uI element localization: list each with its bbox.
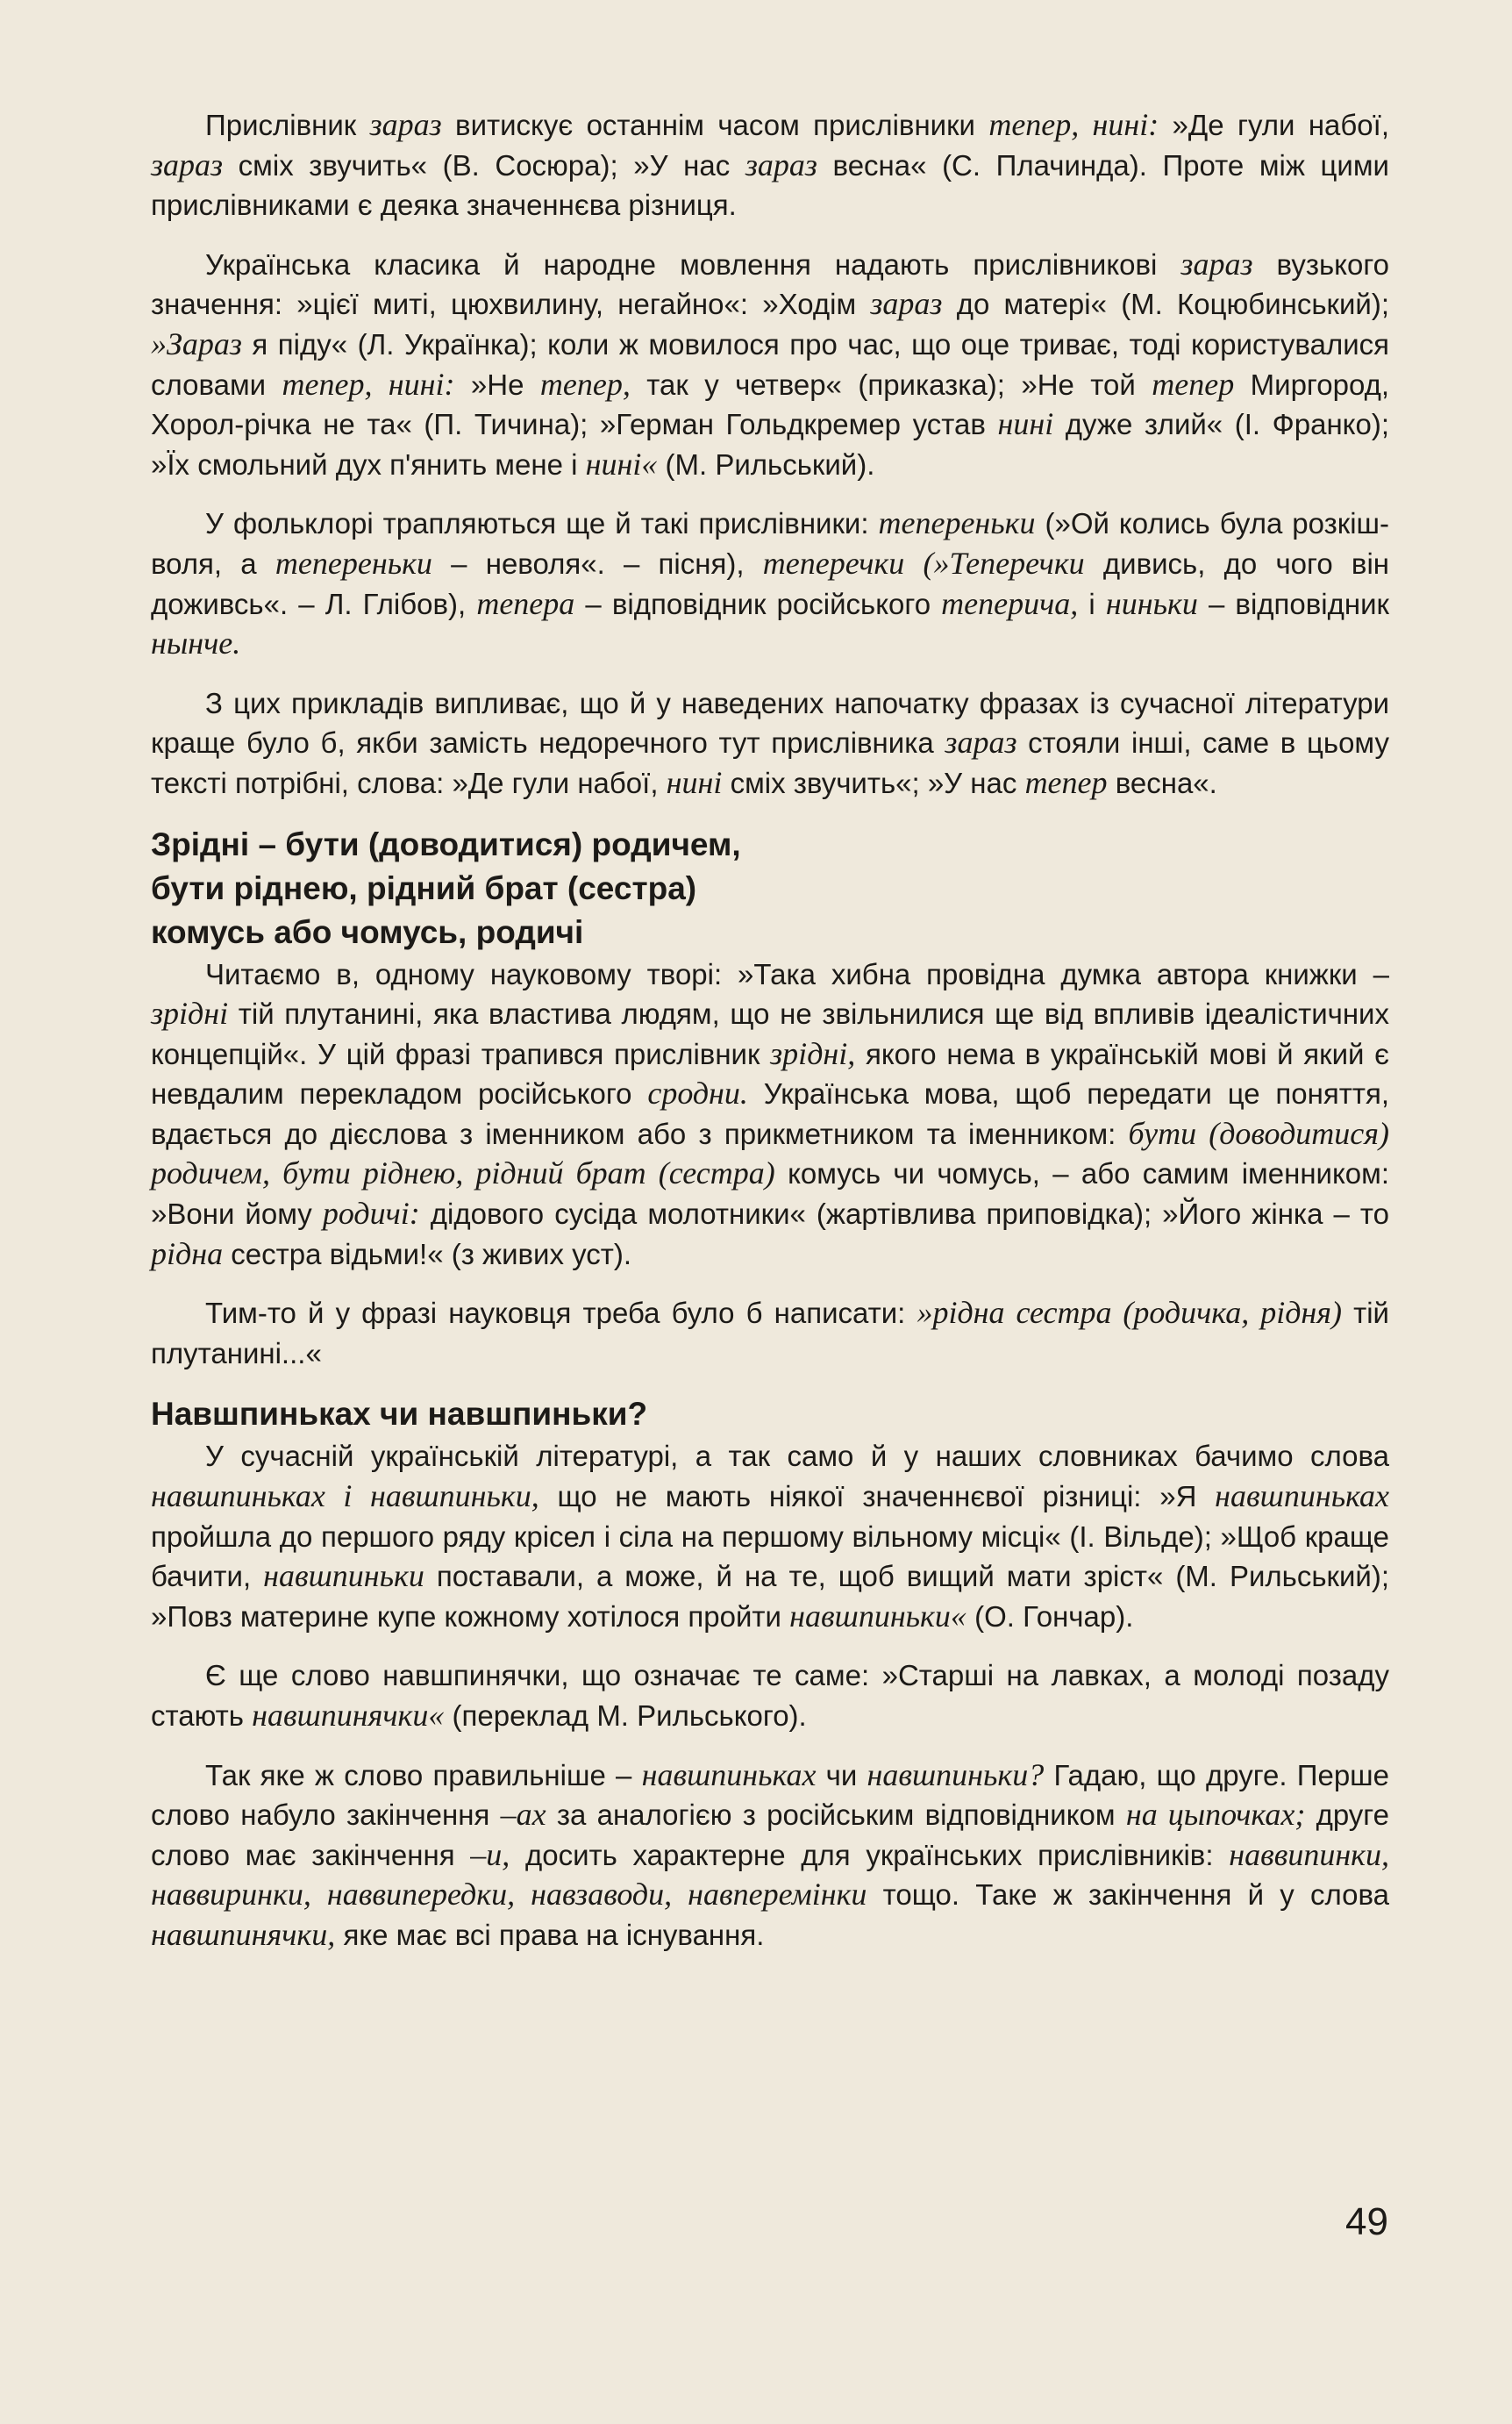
section-title-line: бути ріднею, рідний брат (сестра)	[151, 869, 697, 906]
text-run: витискує останнім часом прислівники	[441, 109, 989, 141]
text-run: що не мають ніякої значеннєвої різниці: »Я	[538, 1480, 1216, 1513]
italic-term: бути (доводитися) родичем, бути ріднею, рідний брат (сестра)	[151, 1115, 1389, 1191]
section2.paragraphs-paragraph	[151, 1436, 1389, 1636]
text-run: тощо. Таке ж закінчення й у слова	[867, 1878, 1390, 1912]
italic-term: на цыпочках;	[1125, 1797, 1306, 1833]
text-run: тій плутанині...«	[151, 1297, 1389, 1369]
section-title-zridni	[151, 823, 1389, 955]
italic-term: тепер	[1024, 764, 1108, 800]
text-run: і	[1078, 587, 1106, 620]
text-run: я піду« (Л. Українка); коли ж мовилося про час, що оце триває, тоді користувалися словами	[151, 327, 1389, 401]
section-body-zridni	[151, 955, 1389, 1374]
text-run: стояли інші, саме в цьому тексті потрібні, слова: »Де гули набої,	[151, 726, 1389, 799]
section-title-navshpynkakh: Навшпиньках чи навшпиньки?	[151, 1396, 648, 1433]
text-run: У сучасній українській літературі, а так само й у наших словниках бачимо слова	[205, 1440, 1389, 1473]
text-run: друге слово має закінчення	[151, 1798, 1389, 1871]
text-run: яке має всі права на існування.	[335, 1918, 765, 1951]
italic-term: теперечки	[762, 545, 905, 581]
text-run: Є ще слово навшпинячки, що означає те саме: »Старші на лавках, а молоді позаду стають	[151, 1659, 1389, 1732]
italic-term: наввипинки, наввиринки, наввипередки, навзаводи, навперемінки	[151, 1836, 1390, 1913]
text-run: за аналогією з російським відповідником	[546, 1798, 1126, 1832]
text-run: – відповідник	[1197, 587, 1389, 620]
text-run: У фольклорі трапляються ще й такі прислівники:	[205, 507, 879, 540]
italic-term: зараз	[945, 725, 1017, 761]
text-run: якого нема в українській мові й який є невдалим перекладом російського	[151, 1037, 1389, 1111]
text-run: Миргород, Хорол-річка не та« (П. Тичина); »Герман Гольдкремер устав	[151, 368, 1390, 441]
text-run: – відповідник російського	[574, 587, 942, 620]
italic-term: навшпиньки«	[789, 1598, 966, 1634]
italic-term: тепер,	[539, 366, 631, 402]
italic-term: »Зараз	[151, 325, 242, 361]
italic-term: –ах	[500, 1797, 546, 1833]
paragraphs_intro-paragraph	[151, 245, 1389, 485]
paragraphs_intro-paragraph	[151, 504, 1389, 663]
italic-term: тепереньки	[878, 505, 1036, 541]
italic-term: –и,	[470, 1836, 510, 1872]
page-number: 49	[1345, 2200, 1388, 2243]
text-run: сестра відьми!« (з живих уст).	[223, 1237, 632, 1270]
text-run: сміх звучить«; »У нас	[722, 766, 1025, 799]
section2.paragraphs-paragraph	[151, 1655, 1389, 1735]
italic-term: нынче.	[151, 626, 241, 661]
italic-term: тепер	[1152, 366, 1235, 402]
italic-term: теперича,	[941, 585, 1079, 621]
italic-term: зрідні	[151, 996, 229, 1032]
intro-section	[151, 105, 1389, 804]
italic-term: навшпиньки?	[867, 1756, 1045, 1792]
italic-term: зараз	[369, 107, 442, 142]
text-run: – неволя«. – пісня),	[431, 547, 763, 580]
text-run: »Де гули набої,	[1159, 109, 1389, 141]
text-run: (переклад М. Рильського).	[444, 1699, 807, 1732]
text-run: (О. Гончар).	[966, 1599, 1134, 1633]
italic-term: нині«	[585, 446, 658, 482]
text-run: поставали, а може, й на те, щоб вищий мати зріст« (М. Рильський); »Повз материне купе кожному хотілося пройти	[151, 1560, 1389, 1633]
text-run: Тим-то й у фразі науковця треба було б написати:	[205, 1297, 917, 1330]
italic-term: зараз	[151, 147, 224, 182]
text-run: комусь чи чомусь, – або самим іменником: »Вони йому	[151, 1157, 1389, 1231]
italic-term: зараз	[745, 147, 817, 182]
italic-term: тепер, нині:	[282, 366, 455, 402]
paragraphs_intro-paragraph	[151, 683, 1389, 804]
italic-term: навшпиньки	[263, 1558, 424, 1594]
italic-term: зараз	[1180, 246, 1253, 282]
italic-term: нині	[997, 406, 1054, 442]
section1.paragraphs-paragraph	[151, 1293, 1389, 1373]
text-run: Читаємо в, одному науковому творі: »Така хибна провідна думка автора книжки –	[205, 957, 1389, 990]
text-run: (М. Рильський).	[657, 447, 875, 481]
text-run: дивись, до чого він доживсь«. – Л. Глібов),	[151, 547, 1389, 620]
text-run: пройшла до першого ряду крісел і сіла на першому вільному місці« (І. Вільде); »Щоб краще бачити,	[151, 1519, 1389, 1593]
section-title-line: комусь або чомусь, родичі	[151, 913, 584, 950]
section-body-navshpynkakh	[151, 1436, 1389, 1955]
italic-term: навшпиньках і навшпиньки,	[151, 1478, 539, 1514]
text-run: досить характерне для українських прислівників:	[510, 1838, 1230, 1871]
text-run: весна«.	[1107, 766, 1217, 799]
text-run: сміх звучить« (В. Сосюра); »У нас	[223, 148, 745, 182]
text-run: З цих прикладів випливає, що й у наведених напочатку фразах із сучасної літератури краще було б, якби замість недоречного тут прислівника	[151, 686, 1389, 760]
text-run: чи	[816, 1758, 867, 1791]
text-run: дуже злий« (І. Франко); »Їх смольний дух п'янить мене і	[151, 408, 1389, 481]
text-run: »Не	[454, 368, 540, 401]
text-run: дідового сусіда молотники« (жартівлива приповідка); »Його жінка – то	[419, 1198, 1389, 1231]
italic-term: ниньки	[1105, 585, 1198, 621]
italic-term: тепереньки	[275, 545, 432, 581]
italic-term: зараз	[870, 286, 943, 322]
text-run: Українська класика й народне мовлення надають прислівникові	[205, 247, 1181, 281]
text-run: Прислівник	[205, 109, 370, 141]
text-run: так у четвер« (приказка); »Не той	[630, 368, 1152, 401]
text-run	[904, 547, 923, 580]
text-run: (»Ой колись була розкіш-воля, а	[151, 507, 1389, 580]
text-run: Так яке ж слово правильніше –	[205, 1758, 642, 1791]
text-run: Гадаю, що друге. Перше слово набуло закінчення	[151, 1758, 1389, 1832]
italic-term: навшпиньках	[1215, 1478, 1389, 1514]
text-run: вузького значення: »цієї миті, цюхвилину, негайно«: »Ходім	[151, 247, 1390, 321]
paragraphs_intro-paragraph	[151, 105, 1389, 225]
italic-term: навшпинячки,	[151, 1916, 336, 1952]
italic-term: зрідні,	[770, 1035, 856, 1071]
italic-term: тепер, нині:	[988, 107, 1159, 142]
italic-term: тепера	[476, 585, 575, 621]
italic-term: (»Теперечки	[923, 545, 1085, 581]
italic-term: навшпиньках	[641, 1756, 817, 1792]
italic-term: нині	[666, 764, 723, 800]
italic-term: родичі:	[322, 1196, 420, 1232]
text-run: до матері« (М. Коцюбинський);	[942, 288, 1390, 321]
italic-term: навшпинячки«	[252, 1698, 445, 1733]
page-content	[151, 105, 1389, 1975]
section1.paragraphs-paragraph	[151, 955, 1389, 1275]
section-title-line: Зрідні – бути (доводитися) родичем,	[151, 826, 741, 862]
text-run: Українська мова, щоб передати це поняття, вдається до дієслова з іменником або з прикметником та іменником:	[151, 1077, 1389, 1150]
italic-term: сродни.	[647, 1076, 748, 1112]
section2.paragraphs-paragraph	[151, 1755, 1389, 1956]
text-run: весна« (С. Плачинда). Проте між цими прислівниками є деяка значеннєва різниця.	[151, 148, 1389, 222]
italic-term: рідна	[151, 1235, 224, 1271]
italic-term: »рідна сестра (родичка, рідня)	[916, 1295, 1342, 1331]
text-run: тій плутанині, яка властива людям, що не звільнилися ще від впливів ідеалістичних концепцій«. У цій фразі трапився прислівник	[151, 997, 1389, 1070]
